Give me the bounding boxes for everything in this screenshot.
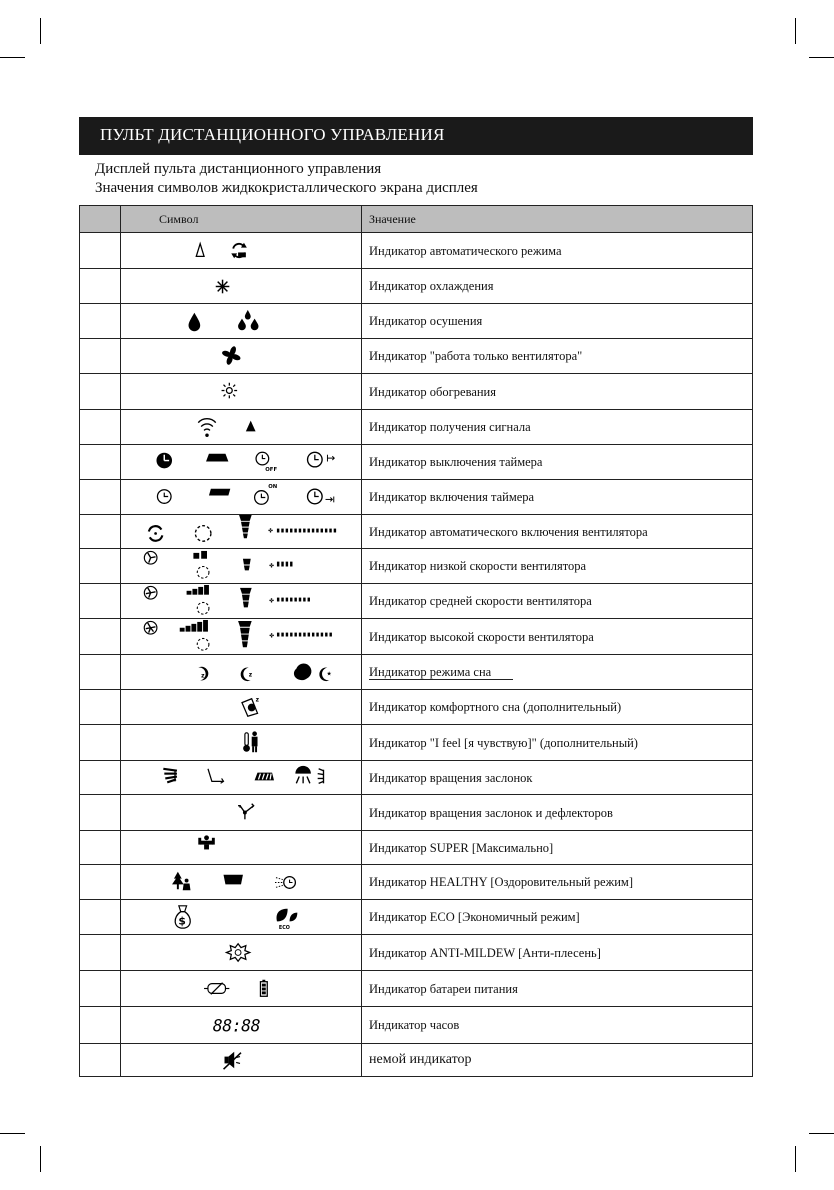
fan-speed-dash — [329, 529, 331, 533]
comfort-sleep-icon — [121, 690, 361, 724]
meaning-cell: Индикатор SUPER [Максимально] — [362, 831, 753, 865]
fan-speed-dash — [334, 529, 336, 533]
signal-icon — [121, 410, 361, 444]
fan-speed-dash — [286, 529, 288, 533]
table-row — [80, 1007, 753, 1044]
meaning-cell: немой индикатор — [362, 1044, 753, 1077]
super-icon — [121, 831, 361, 864]
battery-icon — [121, 971, 361, 1006]
row-number — [80, 900, 121, 935]
table-row — [80, 971, 753, 1007]
symbol-cell — [121, 971, 362, 1007]
fan-speed-dash — [321, 633, 323, 637]
table-row — [80, 690, 753, 725]
fan-speed-dash — [312, 529, 314, 533]
fan-speed-dash — [294, 529, 296, 533]
crop-mark — [40, 1146, 41, 1172]
fan-speed-dash — [325, 633, 327, 637]
meaning-cell: Индикатор вращения заслонок и дефлекторов — [362, 795, 753, 831]
table-row — [80, 304, 753, 339]
symbol-cell — [121, 584, 362, 619]
table-row — [80, 374, 753, 410]
row-number — [80, 1007, 121, 1044]
svg-text:ON: ON — [268, 483, 278, 490]
fan-speed-dash — [312, 633, 314, 637]
fan-speed-dash — [277, 598, 279, 602]
table-row — [80, 619, 753, 655]
symbol-cell — [121, 795, 362, 831]
row-number — [80, 1044, 121, 1077]
meaning-cell: Индикатор ECO [Экономичный режим] — [362, 900, 753, 935]
fan-speed-dash — [299, 598, 301, 602]
meaning-cell: Индикатор ANTI-MILDEW [Анти-плесень] — [362, 935, 753, 971]
row-number — [80, 269, 121, 304]
symbol-cell — [121, 480, 362, 515]
meaning-cell: Индикатор охлаждения — [362, 269, 753, 304]
row-number — [80, 935, 121, 971]
symbol-cell — [121, 761, 362, 795]
row-number — [80, 410, 121, 445]
fan-speed-dash — [281, 529, 283, 533]
meaning-cell: Индикатор комфортного сна (дополнительный) — [362, 690, 753, 725]
timer-on-icon — [121, 480, 361, 514]
row-number — [80, 655, 121, 690]
row-number — [80, 690, 121, 725]
meaning-cell — [362, 655, 753, 690]
meaning-cell: Индикатор автоматического включения вентилятора — [362, 515, 753, 549]
fan-speed-dash — [303, 633, 305, 637]
svg-text:✤: ✤ — [269, 633, 275, 640]
symbol-cell — [121, 690, 362, 725]
symbol-cell — [121, 515, 362, 549]
fan-speed-dash — [303, 529, 305, 533]
meaning-cell: Индикатор низкой скорости вентилятора — [362, 549, 753, 584]
svg-text:✤: ✤ — [269, 598, 275, 605]
symbol-cell — [121, 304, 362, 339]
symbol-cell — [121, 935, 362, 971]
i-feel-icon — [121, 725, 361, 760]
table-row — [80, 584, 753, 619]
row-number — [80, 725, 121, 761]
table-row — [80, 339, 753, 374]
table-row — [80, 410, 753, 445]
fan-speed-dash — [299, 529, 301, 533]
row-number — [80, 233, 121, 269]
symbol-cell — [121, 1007, 362, 1044]
meaning-cell: Индикатор средней скорости вентилятора — [362, 584, 753, 619]
meaning-cell: Индикатор осушения — [362, 304, 753, 339]
row-number — [80, 865, 121, 900]
fan-speed-dash — [281, 633, 283, 637]
fan-speed-dash — [316, 529, 318, 533]
svg-text:ECO: ECO — [278, 925, 290, 932]
symbol-cell — [121, 725, 362, 761]
fan-speed-dash — [290, 529, 292, 533]
swing-deflector-icon — [121, 795, 361, 830]
table-row — [80, 795, 753, 831]
row-number — [80, 515, 121, 549]
svg-text:z: z — [248, 672, 253, 679]
meaning-cell: Индикатор часов — [362, 1007, 753, 1044]
row-number — [80, 339, 121, 374]
meaning-cell: Индикатор выключения таймера — [362, 445, 753, 480]
meaning-cell: Индикатор "работа только вентилятора" — [362, 339, 753, 374]
row-number — [80, 584, 121, 619]
table-header-row — [80, 206, 753, 233]
table-row — [80, 549, 753, 584]
fan-icon — [121, 339, 361, 373]
svg-text:✤: ✤ — [268, 528, 274, 535]
table-row — [80, 233, 753, 269]
anti-mildew-icon — [121, 935, 361, 970]
row-number — [80, 445, 121, 480]
mute-icon — [121, 1044, 361, 1076]
fan-speed-dash — [281, 598, 283, 602]
fan-speed-dash — [299, 633, 301, 637]
table-row — [80, 831, 753, 865]
row-number — [80, 795, 121, 831]
symbol-cell — [121, 619, 362, 655]
symbol-cell — [121, 549, 362, 584]
row-number — [80, 549, 121, 584]
symbol-cell — [121, 1044, 362, 1077]
meaning-cell: Индикатор вращения заслонок — [362, 761, 753, 795]
fan-speed-dash — [316, 633, 318, 637]
row-number — [80, 619, 121, 655]
fan-speed-dash — [290, 633, 292, 637]
auto-mode-icon — [121, 233, 361, 268]
crop-mark — [0, 57, 25, 58]
row-number — [80, 831, 121, 865]
fan-speed-dash — [307, 529, 309, 533]
fan-mid-icon — [121, 584, 361, 618]
crop-mark — [795, 18, 796, 44]
svg-text:88:88: 88:88 — [212, 1016, 261, 1036]
meaning-cell: Индикатор получения сигнала — [362, 410, 753, 445]
eco-icon — [121, 900, 361, 934]
table-row — [80, 445, 753, 480]
timer-off-icon — [121, 445, 361, 479]
symbol-cell — [121, 410, 362, 445]
svg-text:z: z — [255, 697, 259, 704]
fan-speed-dash — [308, 633, 310, 637]
fan-speed-dash — [286, 633, 288, 637]
fan-speed-dash — [277, 633, 279, 637]
fan-speed-dash — [290, 598, 292, 602]
table-row — [80, 725, 753, 761]
meaning-cell: Индикатор автоматического режима — [362, 233, 753, 269]
crop-mark — [40, 18, 41, 44]
meaning-cell: Индикатор "I feel [я чувствую]" (дополнительный) — [362, 725, 753, 761]
sleep-icon — [121, 655, 361, 689]
table-row — [80, 761, 753, 795]
fan-speed-dash — [329, 633, 331, 637]
row-number — [80, 480, 121, 515]
droplet-icon — [121, 304, 361, 338]
meaning-cell: Индикатор включения таймера — [362, 480, 753, 515]
row-number — [80, 761, 121, 795]
crop-mark — [0, 1133, 25, 1134]
crop-mark — [809, 1133, 834, 1134]
subtitle-display: Дисплей пульта дистанционного управления — [95, 161, 382, 177]
section-title: ПУЛЬТ ДИСТАНЦИОННОГО УПРАВЛЕНИЯ — [100, 125, 445, 144]
table-row — [80, 1044, 753, 1077]
symbol-cell — [121, 445, 362, 480]
fan-speed-dash — [294, 598, 296, 602]
meaning-cell: Индикатор батареи питания — [362, 971, 753, 1007]
fan-speed-dash — [325, 529, 327, 533]
symbol-cell — [121, 865, 362, 900]
header-symbol: Символ — [121, 206, 362, 233]
table-row — [80, 900, 753, 935]
svg-text:z: z — [201, 673, 205, 680]
svg-text:★: ★ — [326, 671, 332, 678]
table-row — [80, 480, 753, 515]
symbol-cell — [121, 831, 362, 865]
row-number — [80, 374, 121, 410]
meaning-cell: Индикатор HEALTHY [Оздоровительный режим] — [362, 865, 753, 900]
clock-digits-icon — [121, 1007, 361, 1043]
meaning-cell: Индикатор высокой скорости вентилятора — [362, 619, 753, 655]
swing-icon — [121, 761, 361, 794]
fan-speed-dash — [321, 529, 323, 533]
sun-icon — [121, 374, 361, 409]
symbol-cell — [121, 655, 362, 690]
meaning-cell: Индикатор обогревания — [362, 374, 753, 410]
fan-speed-dash — [286, 598, 288, 602]
fan-speed-dash — [308, 598, 310, 602]
header-number — [80, 206, 121, 233]
symbol-cell — [121, 374, 362, 410]
meaning-text: Индикатор режима сна — [369, 665, 513, 680]
fan-low-icon — [121, 549, 361, 583]
fan-speed-dash — [303, 598, 305, 602]
healthy-icon — [121, 865, 361, 899]
svg-text:OFF: OFF — [265, 467, 278, 474]
table-row — [80, 655, 753, 690]
symbol-cell — [121, 233, 362, 269]
crop-mark — [795, 1146, 796, 1172]
crop-mark — [809, 57, 834, 58]
fan-speed-dash — [294, 633, 296, 637]
svg-text:✤: ✤ — [269, 563, 275, 570]
fan-high-icon — [121, 619, 361, 654]
row-number — [80, 304, 121, 339]
symbol-cell — [121, 339, 362, 374]
svg-text:$: $ — [178, 914, 186, 928]
table-row — [80, 515, 753, 549]
section-header — [79, 117, 753, 155]
fan-speed-dash — [277, 529, 279, 533]
symbol-cell — [121, 900, 362, 935]
subtitle-symbols: Значения символов жидкокристаллического экрана дисплея — [95, 180, 478, 196]
fan-auto-icon — [121, 515, 361, 548]
table-row — [80, 269, 753, 304]
table-row — [80, 865, 753, 900]
symbol-cell — [121, 269, 362, 304]
snowflake-icon — [121, 269, 361, 303]
symbols-table — [79, 205, 753, 1077]
header-meaning: Значение — [362, 206, 753, 233]
table-row — [80, 935, 753, 971]
row-number — [80, 971, 121, 1007]
